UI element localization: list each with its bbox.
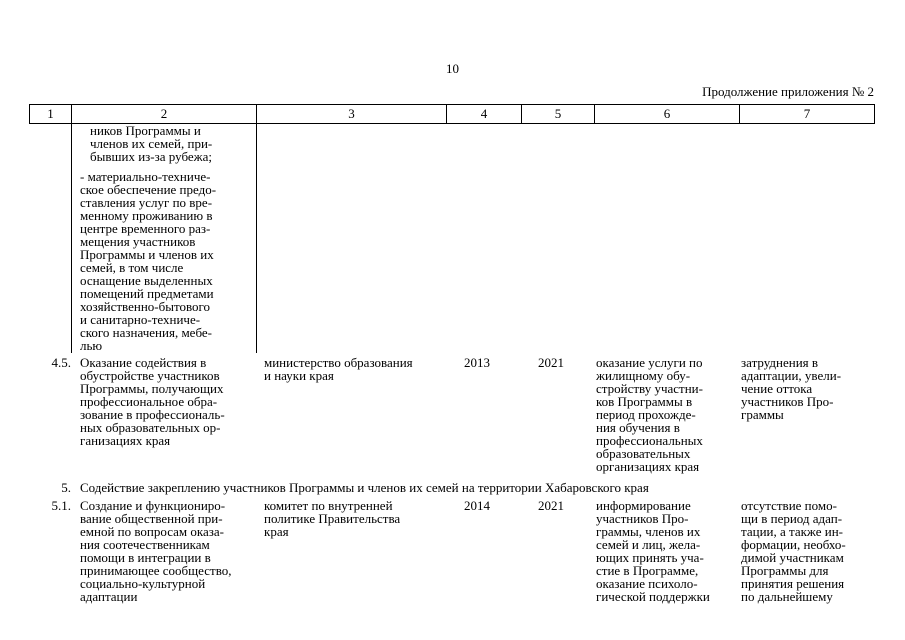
- continued-measure-list-item: - материально-техниче- ское обеспечение предо- ставления услуг по вре- менному проживанию в центре временного раз- мещения участников Программы и членов их семей, в том числе оснащение выделенных помещений предметами хозяйственно-бытового и санитарно-техниче- ского назначения, мебе- лью: [80, 169, 217, 353]
- measure-text: Оказание содействия в обустройстве участников Программы, получающих профессиональное обра- зование в профессиональ- ных образовательных ор- ганизациях края: [80, 355, 225, 448]
- appendix-note: Продолжение приложения № 2: [702, 84, 874, 99]
- column-number-header: [29, 104, 875, 124]
- non-implementation-consequence: отсутствие помо- щи в период адап- тации, а также ин- формации, необхо- димой участникам Программы для принятия решения по дальнейшему: [741, 498, 846, 604]
- column-header-6: 6: [595, 105, 740, 124]
- non-implementation-consequence: затруднения в адаптации, увели- чение оттока участников Про- граммы: [741, 355, 842, 422]
- continued-cell-left-border: [71, 123, 72, 353]
- column-header-5: 5: [522, 105, 595, 124]
- measure-text: Создание и функциониро- вание общественной при- емной по вопросам оказа- ния соотечественникам помощи в интеграции в принимающее сообщество, социально-культурной адаптации: [80, 498, 232, 604]
- continued-cell-right-border: [256, 123, 257, 353]
- end-year: 2021: [538, 498, 564, 513]
- row-number: 5.1.: [51, 498, 71, 513]
- expected-result: информирование участников Про- граммы, членов их семей и лиц, жела- ющих принять уча- стие в Программе, оказание психоло- гической поддержки: [596, 498, 710, 604]
- section-number: 5.: [61, 480, 71, 495]
- section-title: Содействие закреплению участников Программы и членов их семей на территории Хабаровского края: [80, 480, 649, 495]
- expected-result: оказание услуги по жилищному обу- стройству участни- ков Программы в период прохожде- ния обучения в профессиональных образовательных организациях края: [596, 355, 703, 474]
- executor-text: министерство образования и науки края: [264, 355, 413, 383]
- row-number: 4.5.: [51, 355, 71, 370]
- start-year: 2013: [464, 355, 490, 370]
- column-header-3: 3: [257, 105, 447, 124]
- continued-measure-text: ников Программы и членов их семей, при- бывших из-за рубежа;: [90, 123, 213, 164]
- end-year: 2021: [538, 355, 564, 370]
- executor-text: комитет по внутренней политике Правительства края: [264, 498, 401, 539]
- column-header-1: 1: [30, 105, 72, 124]
- column-header-4: 4: [447, 105, 522, 124]
- column-header-2: 2: [72, 105, 257, 124]
- start-year: 2014: [464, 498, 490, 513]
- column-header-7: 7: [740, 105, 875, 124]
- page-number: 10: [446, 61, 459, 76]
